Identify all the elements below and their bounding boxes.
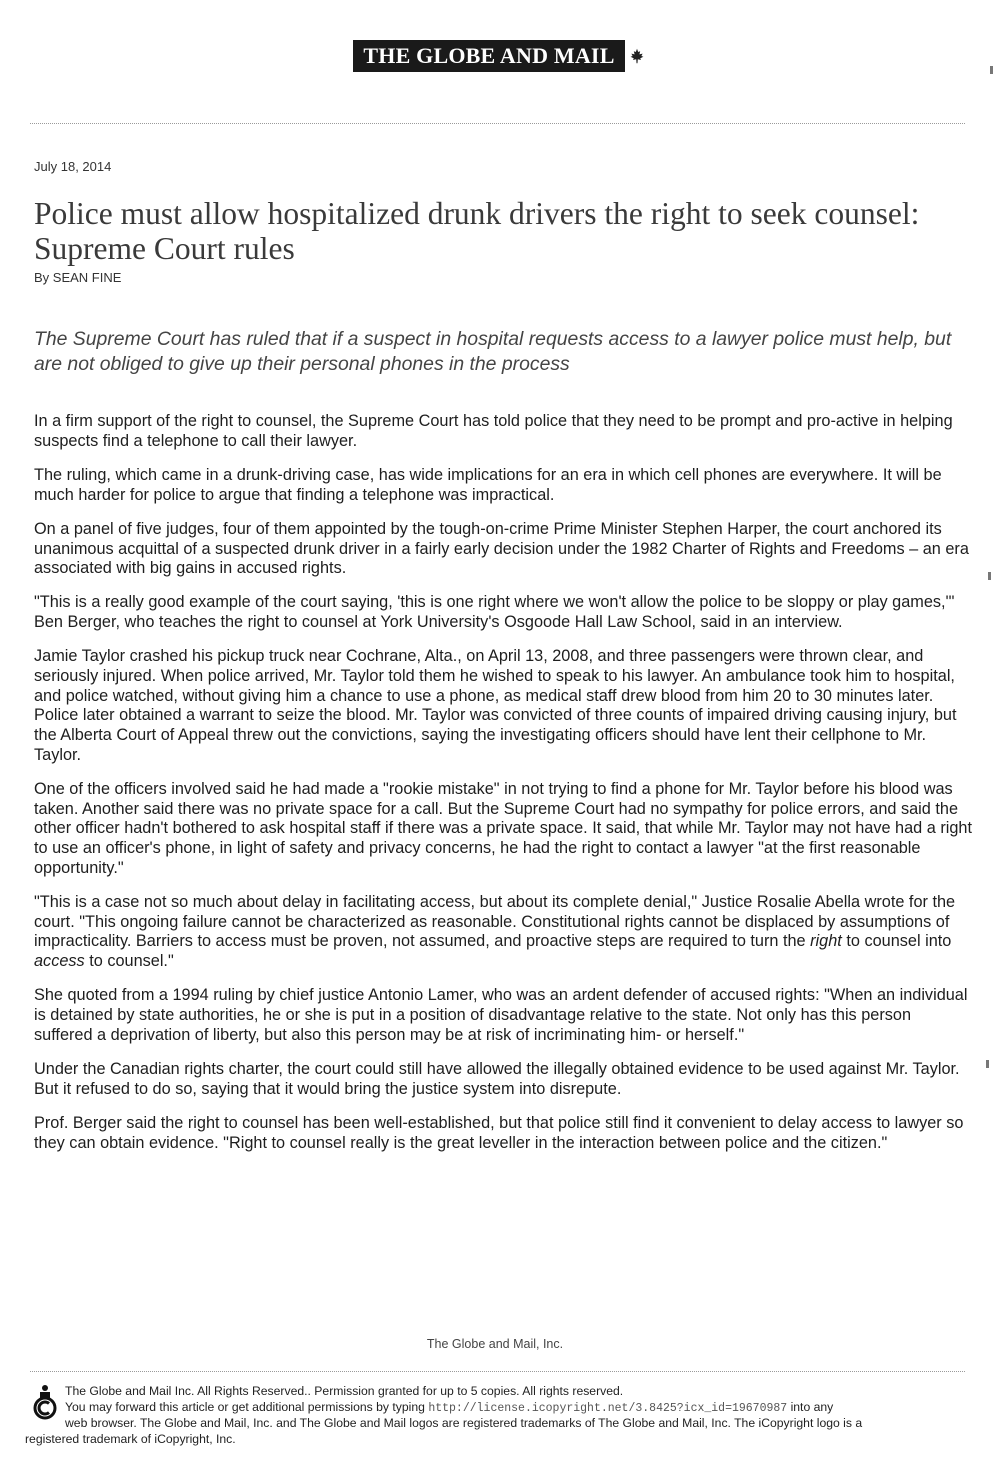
footer-permission-text-end: into any (787, 1399, 834, 1414)
scan-mark (990, 66, 993, 74)
article-deck: The Supreme Court has ruled that if a suspect in hospital requests access to a lawyer police must help, but are not obliged to give up their personal phones in the process (34, 328, 952, 375)
article-paragraph: In a firm support of the right to counsel, the Supreme Court has told police that they need to be prompt and pro-active in helping suspects find a telephone to call their lawyer. (34, 412, 953, 450)
article-paragraph: Prof. Berger said the right to counsel has been well-established, but that police still find it convenient to delay access to lawyer so they can obtain evidence. "Right to counsel really is the great leveller in the interaction between police and the citizen." (34, 1113, 964, 1152)
icopyright-icon (30, 1384, 60, 1420)
article-headline: Police must allow hospitalized drunk drivers the right to seek counsel: Supreme Court rules (34, 196, 920, 266)
footer-divider (30, 1371, 965, 1372)
article-paragraph: "This is a really good example of the court saying, 'this is one right where we won't allow the police to be sloppy or play games,'" Ben Berger, who teaches the right to counsel at York University's Osgoode Hall Law School, said in an interview. (34, 593, 955, 632)
quote-text: to counsel." (84, 952, 174, 971)
article-paragraph: On a panel of five judges, four of them appointed by the tough-on-crime Prime Minister Stephen Harper, the court anchored its unanimous acquittal of a suspected drunk driver in a fairly early decision under the 1982 Charter of Rights and Freedoms – an era associated with big gains in accused rights. (34, 519, 969, 578)
footer-rights-line: The Globe and Mail Inc. All Rights Reserved.. Permission granted for up to 5 copies. All rights reserved. (65, 1384, 624, 1398)
article-paragraph: Jamie Taylor crashed his pickup truck near Cochrane, Alta., on April 13, 2008, and three passengers were thrown clear, and seriously injured. When police arrived, Mr. Taylor told them he wished to speak to his lawyer. An ambulance took him to hospital, and police watched, without giving him a chance to use a phone, as medical staff drew blood from him 20 to 30 minutes later. Police later obtained a warrant to seize the blood. Mr. Taylor was convicted of three counts of impaired driving causing injury, but the Alberta Court of Appeal threw out the convictions, saying the investigating officers should have lent their cellphone to Mr. Taylor. (34, 647, 957, 764)
article-paragraph: She quoted from a 1994 ruling by chief justice Antonio Lamer, who was an ardent defender of accused rights: "When an individual is detained by state authorities, he or she is put in a position of disadvantage relative to the state. Not only has this person suffered a deprivation of liberty, but also this person may be at risk of incriminating him- or herself." (34, 986, 968, 1044)
quote-text: to counsel into (841, 932, 952, 951)
quote-emphasis-access: access (34, 952, 85, 971)
publisher-credit: The Globe and Mail, Inc. (426, 1337, 564, 1351)
footer-trademark-line-2: registered trademark of iCopyright, Inc. (25, 1431, 236, 1446)
quote-text: "This is a case not so much about delay in facilitating access, but about its complete denial," Justice Rosalie Abella wrote for the court. "This ongoing failure cannot be characterized as reasonable. Constitutional rights cannot be displaced by assumptions of impracticality. Barriers to access must be proven, not assumed, and proactive steps are required to turn the (34, 893, 956, 951)
quote-emphasis-right: right (810, 932, 842, 951)
article-body (34, 412, 974, 1168)
footer-trademark-line: web browser. The Globe and Mail, Inc. and The Globe and Mail logos are registered trademarks of The Globe and Mail, Inc. The iCopyright logo is a (65, 1416, 863, 1430)
maple-leaf-icon (629, 48, 645, 64)
article-paragraph-abella-quote (34, 893, 974, 972)
header-divider (30, 123, 965, 124)
masthead (353, 40, 645, 72)
article-paragraph: One of the officers involved said he had made a "rookie mistake" in not trying to find a phone for Mr. Taylor before his blood was taken. Another said there was no private space for a call. But the Supreme Court had no sympathy for police errors, and said the other officer hadn't bothered to ask hospital staff if there was a private space. It said, that while Mr. Taylor may not have had a right to use an officer's phone, in light of safety and privacy concerns, he had the right to contact a lawyer "at the first reasonable opportunity." (34, 780, 972, 877)
article-date: July 18, 2014 (34, 159, 112, 174)
footer-permission-line (25, 1400, 975, 1417)
article-byline: By SEAN FINE (34, 270, 122, 285)
footer-permission-text: You may forward this article or get additional permissions by typing (65, 1399, 429, 1414)
scan-mark (986, 1060, 989, 1068)
masthead-logo: THE GLOBE AND MAIL (353, 40, 625, 72)
article-paragraph: The ruling, which came in a drunk-driving case, has wide implications for an era in which cell phones are everywhere. It will be much harder for police to argue that finding a telephone was impractical. (34, 465, 942, 504)
license-url-link[interactable]: http://license.icopyright.net/3.8425?icx_id=19670987 (428, 1401, 788, 1415)
article-paragraph: Under the Canadian rights charter, the court could still have allowed the illegally obtained evidence to be used against Mr. Taylor. But it refused to do so, saying that it would bring the justice system into disrepute. (34, 1059, 960, 1098)
copyright-footer (25, 1384, 975, 1447)
scan-mark (988, 572, 991, 580)
